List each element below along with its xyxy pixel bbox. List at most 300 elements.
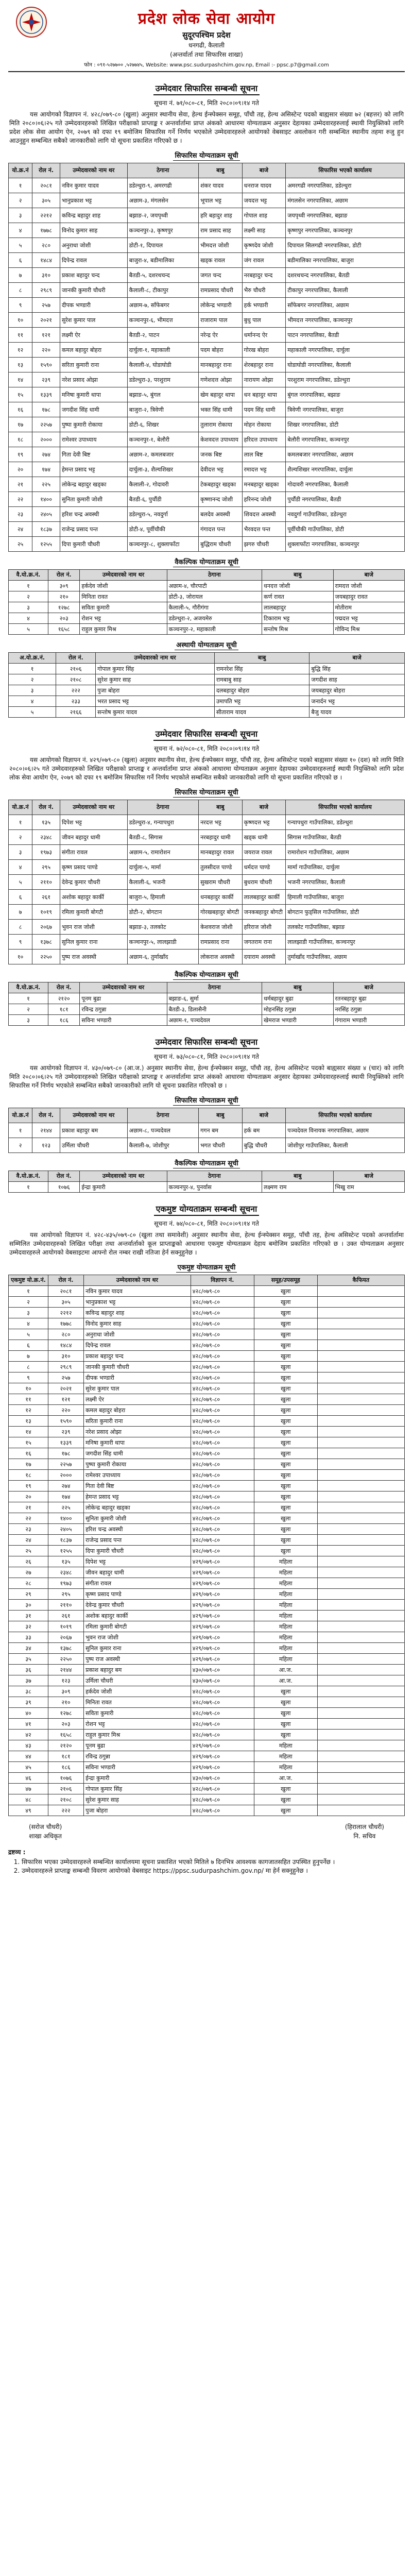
- merit-table: [8, 1171, 405, 1193]
- table-cell: खुला: [254, 1708, 317, 1719]
- table-cell: पाटन नगरपालिका, बैतडी: [286, 328, 405, 343]
- table-cell: बैतडी-५, दशरथचन्द: [127, 268, 198, 283]
- table-cell: सविना भण्डारी: [84, 1762, 191, 1773]
- table-row: [9, 845, 405, 860]
- notice-title: [8, 82, 405, 95]
- table-cell: २१: [9, 1502, 48, 1513]
- table-caption-text: वैकल्पिक योग्यताक्रम सूची: [173, 1158, 240, 1168]
- table-cell: कृष्णदेव जोशी: [242, 238, 286, 253]
- table-cell: २: [9, 674, 56, 685]
- table-cell: रामनरेश सिंह: [214, 664, 309, 674]
- table-cell: भानुप्रकाश भट्ट: [60, 193, 127, 208]
- table-cell: अमरगढी नगरपालिका, डडेल्धुरा: [286, 178, 405, 193]
- table-cell: लक्ष्मण राम: [262, 1182, 333, 1193]
- table-cell: ३०५: [48, 1297, 83, 1308]
- table-cell: १७७८: [48, 1318, 83, 1329]
- table-cell: बुधराम चौधरी: [242, 875, 286, 890]
- table-cell: मिनिता रावत: [84, 1697, 191, 1708]
- table-cell: ३: [9, 602, 48, 613]
- table-cell: जयबहादुर बोहरा: [309, 685, 405, 696]
- table-cell: २१२०: [48, 993, 80, 1004]
- table-cell: बडीमालिका नगरपालिका, बाजुरा: [286, 253, 405, 268]
- table-cell: १४: [9, 1427, 48, 1437]
- table-cell: ४२९/०७९-८०: [191, 1751, 254, 1762]
- table-cell: ४२८/०७९-८०: [191, 1351, 254, 1362]
- table-cell: २: [9, 591, 48, 602]
- table-cell: २०००: [48, 1470, 83, 1481]
- table-cell: गन्यापधुरा गाउँपालिका, डडेल्धुरा: [286, 815, 405, 830]
- table-cell: खुला: [254, 1794, 317, 1805]
- merit-table: [8, 1275, 405, 1816]
- table-cell: [317, 1556, 404, 1567]
- table-header-row: [9, 1275, 405, 1286]
- column-header: एकमुष्ट यो.क्र.नं.: [9, 1275, 48, 1286]
- table-cell: भरत प्रसाद भट्ट: [96, 696, 215, 707]
- table-cell: गिता देवी बिष्ट: [60, 447, 127, 462]
- table-row: [9, 685, 405, 696]
- table-cell: ४: [9, 860, 32, 875]
- table-cell: १५: [9, 387, 32, 402]
- table-cell: १३३९: [32, 387, 60, 402]
- table-cell: ३२: [9, 1621, 48, 1632]
- table-row: [9, 890, 405, 905]
- table-cell: दयाराम अवस्थी: [242, 950, 286, 964]
- table-cell: [317, 1589, 404, 1600]
- table-cell: [317, 1297, 404, 1308]
- table-cell: ३: [9, 845, 32, 860]
- table-cell: भीमदत्त नगरपालिका, कञ्चनपुर: [286, 313, 405, 328]
- table-cell: जयदत्त भट्ट: [242, 193, 286, 208]
- table-cell: १९: [9, 447, 32, 462]
- table-cell: [317, 1318, 404, 1329]
- table-cell: २४: [9, 522, 32, 537]
- table-row: [9, 950, 405, 964]
- column-header: बाबु: [262, 570, 333, 581]
- table-cell: २३९: [48, 1427, 83, 1437]
- table-cell: २२५०: [48, 1654, 83, 1665]
- table-cell: ३७: [9, 1675, 48, 1686]
- notice-number-date: सूचना नं. ७४/०८०-८१, मिति २०८०।०९।१४ गते: [154, 1220, 259, 1227]
- table-cell: हर्कदेव जोशी: [84, 1686, 191, 1697]
- table-row: [9, 1589, 405, 1600]
- table-cell: महाकाली नगरपालिका, दार्चुला: [286, 343, 405, 358]
- column-header: सिफारिस भएको कार्यालय: [286, 800, 405, 815]
- notice-number-date: सूचना नं. ७१/०८०-८१, मिति २०८०।०९।१४ गते: [154, 99, 259, 107]
- table-row: [9, 193, 405, 208]
- table-cell: ४२९/०७९-८०: [191, 1643, 254, 1654]
- table-cell: सुरेश कुमार साह: [84, 1794, 191, 1805]
- table-row: [9, 1383, 405, 1394]
- table-row: [9, 507, 405, 522]
- table-cell: ४: [9, 613, 48, 624]
- table-cell: १९७३: [32, 845, 60, 860]
- table-cell: डोटी-१, दिपायल: [127, 238, 198, 253]
- table-cell: ४२८/०७९-८०: [191, 1524, 254, 1535]
- table-row: [9, 178, 405, 193]
- table-cell: अछाम-४, चौरपाटी: [167, 581, 262, 591]
- table-row: [9, 1719, 405, 1730]
- table-cell: महिला: [254, 1578, 317, 1589]
- table-cell: नरबहादुर धामी: [199, 830, 243, 845]
- table-cell: [317, 1329, 404, 1340]
- table-row: [9, 1308, 405, 1318]
- table-cell: अछाम-७, साँफेबगर: [127, 298, 198, 313]
- table-cell: जनकबहादुर बोगटी: [242, 905, 286, 920]
- table-cell: [317, 1708, 404, 1719]
- table-cell: सीताराम यादव: [214, 707, 309, 718]
- column-header: यो.क्र.नं: [9, 800, 32, 815]
- table-cell: बझाङ-३, तलकोट: [127, 920, 198, 935]
- table-cell: खुला: [254, 1405, 317, 1416]
- table-cell: १२३: [48, 1675, 83, 1686]
- table-row: [9, 1643, 405, 1654]
- table-cell: [317, 1621, 404, 1632]
- table-cell: लोकेन्द्र बहादुर खड्का: [60, 477, 127, 492]
- table-cell: ३९: [9, 1697, 48, 1708]
- table-cell: ९: [9, 1372, 48, 1383]
- table-cell: [317, 1492, 404, 1502]
- table-cell: दिपा कुमारी चौधरी: [84, 1546, 191, 1556]
- table-row: [9, 1730, 405, 1740]
- table-cell: २४०५: [32, 507, 60, 522]
- table-row: [9, 1665, 405, 1675]
- table-cell: ४२८/०७९-८०: [191, 1470, 254, 1481]
- table-cell: दशरथचन्द नगरपालिका, बैतडी: [286, 268, 405, 283]
- table-cell: ४२८/०७९-८०: [191, 1730, 254, 1740]
- table-cell: कमल बहादुर बोहरा: [84, 1405, 191, 1416]
- table-cell: बुद्धिराम चौधरी: [199, 537, 243, 552]
- table-cell: कैलाली-७, जोशीपुर: [127, 1138, 198, 1153]
- table-cell: गोरख बोहरा: [242, 343, 286, 358]
- table-cell: ४: [9, 1318, 48, 1329]
- table-cell: कञ्चनपुर-६, भीमदत्त: [127, 313, 198, 328]
- table-cell: कञ्चनपुर-८, शुक्लाफाँटा: [127, 537, 198, 552]
- table-cell: २५: [9, 537, 32, 552]
- column-header: सिफारिस भएको कार्यालय: [286, 163, 405, 178]
- table-cell: धनबहादुर कार्की: [199, 890, 243, 905]
- table-row: [9, 1492, 405, 1502]
- table-cell: १८: [9, 1470, 48, 1481]
- table-cell: खुला: [254, 1546, 317, 1556]
- table-cell: २११०: [32, 875, 60, 890]
- table-cell: गंगाराम भण्डारी: [333, 1015, 404, 1026]
- table-cell: ३: [9, 208, 32, 223]
- table-cell: २०: [9, 462, 32, 477]
- table-cell: लोकराज अवस्थी: [199, 950, 243, 964]
- merit-table: [8, 800, 405, 964]
- table-cell: १०: [9, 313, 32, 328]
- table-cell: बलदेव अवस्थी: [199, 507, 243, 522]
- column-header: रोल नं.: [48, 1275, 83, 1286]
- table-cell: २४०५: [48, 1524, 83, 1535]
- table-row: [9, 1372, 405, 1383]
- table-row: [9, 522, 405, 537]
- notice-section: [8, 1036, 405, 1193]
- table-cell: १७८: [32, 402, 60, 417]
- table-cell: कैलाली-४, घोडाघोडी: [127, 358, 198, 372]
- table-cell: २: [9, 193, 32, 208]
- table-cell: [317, 1632, 404, 1643]
- table-cell: भिखु राम: [333, 1182, 404, 1193]
- table-cell: १७: [9, 417, 32, 432]
- table-cell: महिला: [254, 1600, 317, 1611]
- table-cell: २५७: [32, 298, 60, 313]
- table-caption: [8, 1095, 405, 1106]
- notice-paragraph: यस आयोगको विज्ञापन नं. ४३०/०७९-८० (आ.ज.) अनुसार स्थानीय सेवा, हेल्थ ईन्स्पेक्सन समूह, पाँचौ तह, हेल्थ असिस्टेन्ट पदको बाह्यसार संख्या ४ (चार) को लागि मिति २०८०।०६।२५ गते उम्मेदवारहरुको लिखित परीक्षाको प्राप्ताङ्क र अन्तर्वार्तामा प्राप्त अंकको आधारमा योग्यताक्रम अनुसार देहायका उम्मेदवारहरुलाई स्थायी नियुक्तिको लागि सिफारिस गर्ने निर्णय भएकोले सम्बन्धित सबैको जानकारीको लागि यो सूचना प्रकाशित गरिएको छ ।: [9, 1064, 404, 1089]
- table-cell: खुला: [254, 1730, 317, 1740]
- table-row: [9, 343, 405, 358]
- table-cell: २२५०: [32, 950, 60, 964]
- table-cell: गंगादत्त पन्त: [199, 522, 243, 537]
- column-header: बाबु: [262, 982, 333, 993]
- table-cell: राहुल कुमार मिश्र: [80, 624, 167, 635]
- table-caption: [8, 557, 405, 567]
- table-row: [9, 1600, 405, 1611]
- table-row: [9, 462, 405, 477]
- table-cell: ५: [9, 1329, 48, 1340]
- table-cell: १७: [9, 1459, 48, 1470]
- table-cell: लाल बिष्ट: [242, 447, 286, 462]
- column-header: बाबु: [214, 653, 309, 664]
- table-cell: १०१९: [32, 905, 60, 920]
- table-cell: ४२: [9, 1730, 48, 1740]
- table-cell: महिला: [254, 1567, 317, 1578]
- table-cell: १९७३: [48, 1578, 83, 1589]
- column-header: अ.यो.क्र.नं.: [9, 653, 56, 664]
- table-cell: ४१: [9, 1719, 48, 1730]
- table-cell: घोडाघोडी नगरपालिका, कैलाली: [286, 358, 405, 372]
- table-cell: पदम सिंह धामी: [242, 402, 286, 417]
- table-cell: ४३०/०७९-८०: [191, 1665, 254, 1675]
- table-cell: मंगलसेन नगरपालिका, अछाम: [286, 193, 405, 208]
- table-cell: १२७८: [48, 602, 80, 613]
- column-header: बाजे: [333, 570, 404, 581]
- table-cell: [317, 1719, 404, 1730]
- table-cell: खुला: [254, 1448, 317, 1459]
- table-cell: सविता कुमारी: [80, 602, 167, 613]
- table-cell: अछाम-६, तुर्माखाँद: [127, 950, 198, 964]
- table-cell: मनिषा कुमारी थापा: [84, 1437, 191, 1448]
- notice-paragraph: यस आयोगको विज्ञापन नं. ४२८-४३५/०७९-८० (खुला तथा समावेशी) अनुसार स्थानीय सेवा, हेल्थ ईन्स्पेक्सन समूह, पाँचौ तह, हेल्थ असिस्टेन्ट पदको अन्तर्वार्तामा सम्मिलित उम्मेदवारहरुको लिखित परीक्षा तथा अन्तर्वार्ताको कूल प्राप्ताङ्कको आधारमा एकमुष्ट योग्यताक्रम देहाय बमोजिम प्रकाशित गरिएको छ । उक्त योग्यताक्रम अनुसार उम्मेदवारहरुले आयोगको वेबसाइटमा आफ्नो रोल नम्बर राखी नतिजा हेर्न सक्नुहुनेछ ।: [9, 1231, 404, 1256]
- table-cell: महिला: [254, 1643, 317, 1654]
- table-cell: २०३: [48, 613, 80, 624]
- table-row: [9, 1611, 405, 1621]
- table-cell: डडेल्धुरा-३, परशुराम: [127, 372, 198, 387]
- table-cell: उर्मिला चौधरी: [60, 1138, 127, 1153]
- table-cell: जनक बिष्ट: [199, 447, 243, 462]
- notice-title: [8, 1036, 405, 1049]
- table-cell: ३०५: [32, 193, 60, 208]
- notice-title-text: उम्मेदवार सिफारिस सम्बन्धी सूचना: [153, 1036, 260, 1049]
- table-cell: २०३: [48, 1719, 83, 1730]
- table-cell: २१६६: [56, 707, 96, 718]
- table-cell: देवेन्द्र कुमार चौधरी: [60, 875, 127, 890]
- table-row: [9, 1297, 405, 1308]
- table-cell: लालबहादुर: [262, 602, 333, 613]
- table-cell: कञ्चनपुर-५, लालझाडी: [127, 935, 198, 950]
- notice-title: [8, 728, 405, 741]
- table-cell: २२: [9, 492, 32, 507]
- table-cell: धर्मदत्त पाण्डे: [242, 860, 286, 875]
- table-cell: [317, 1654, 404, 1665]
- table-row: [9, 696, 405, 707]
- table-cell: ७: [9, 1351, 48, 1362]
- table-row: [9, 417, 405, 432]
- table-row: [9, 253, 405, 268]
- table-cell: [317, 1405, 404, 1416]
- table-cell: [317, 1372, 404, 1383]
- table-cell: कैलाली-६, भजनी: [127, 875, 198, 890]
- table-cell: खेमराज भण्डारी: [262, 1015, 333, 1026]
- table-cell: परशुराम नगरपालिका, डडेल्धुरा: [286, 372, 405, 387]
- table-cell: मोतीराम: [333, 602, 404, 613]
- table-row: [9, 1675, 405, 1686]
- table-cell: २५७: [48, 1372, 83, 1383]
- column-header: बाबु: [262, 1171, 333, 1182]
- table-cell: शिवदत्त अवस्थी: [242, 507, 286, 522]
- table-cell: लोकेन्द्र बहादुर खड्का: [84, 1502, 191, 1513]
- column-header: बाजे: [333, 982, 404, 993]
- nepal-emblem-icon: [15, 6, 47, 38]
- table-cell: ४२९/०७९-८०: [191, 1589, 254, 1600]
- table-cell: १६: [9, 1448, 48, 1459]
- table-cell: सुरेश कुमार साह: [96, 674, 215, 685]
- table-header-row: [9, 982, 405, 993]
- table-cell: रतनबहादुर बुढा: [333, 993, 404, 1004]
- table-cell: लक्ष्मी साह: [242, 223, 286, 238]
- table-row: [9, 920, 405, 935]
- table-cell: १६५८: [48, 1730, 83, 1740]
- table-cell: ८: [9, 920, 32, 935]
- table-cell: १२१: [48, 1394, 83, 1405]
- table-cell: ३: [9, 1015, 48, 1026]
- table-cell: १७८: [48, 1448, 83, 1459]
- merit-table: [8, 1108, 405, 1153]
- table-cell: [317, 1351, 404, 1362]
- table-cell: ३३: [9, 1632, 48, 1643]
- table-cell: २२५: [48, 1502, 83, 1513]
- table-header-row: [9, 1171, 405, 1182]
- table-cell: कविन्द्र बहादुर शाह: [84, 1308, 191, 1318]
- table-cell: गोपाल कुमार सिंह: [84, 1784, 191, 1794]
- table-cell: ४२८/०७९-८०: [191, 1362, 254, 1372]
- table-cell: खुला: [254, 1697, 317, 1708]
- table-cell: गोदावरी नगरपालिका, कैलाली: [286, 477, 405, 492]
- table-cell: लालबहादुर कार्की: [242, 890, 286, 905]
- table-cell: २३: [9, 1524, 48, 1535]
- column-header: वै.यो.क्र.नं.: [9, 982, 48, 993]
- table-cell: रमिला कुमारी बोगटी: [84, 1621, 191, 1632]
- table-cell: बैतडी-३, डिलासैनी: [167, 1004, 262, 1015]
- table-row: [9, 372, 405, 387]
- table-cell: खुला: [254, 1286, 317, 1297]
- table-cell: ४२८/०७९-८०: [191, 1329, 254, 1340]
- table-cell: २२२: [48, 1805, 83, 1816]
- table-cell: बुधु पाल: [242, 313, 286, 328]
- table-cell: मनबहादुर खड्का: [242, 477, 286, 492]
- notice-section: [8, 1203, 405, 1816]
- table-cell: रामप्रसाद राना: [199, 935, 243, 950]
- table-cell: तुर्माखाँद गाउँपालिका, अछाम: [286, 950, 405, 964]
- table-row: [9, 591, 405, 602]
- table-cell: ४२८/०७९-८०: [191, 1394, 254, 1405]
- column-header: उम्मेदवारको नाम थर: [80, 982, 167, 993]
- table-caption-text: सिफारिस योग्यताक्रम सूची: [173, 787, 239, 798]
- table-cell: ४२९/०७९-८०: [191, 1654, 254, 1665]
- table-cell: [317, 1394, 404, 1405]
- table-cell: नविन कुमार यादव: [60, 178, 127, 193]
- table-cell: १४८४: [32, 253, 60, 268]
- table-cell: ५: [9, 238, 32, 253]
- table-cell: सुखराम चौधरी: [199, 875, 243, 890]
- table-cell: २२२: [56, 685, 96, 696]
- notice-page: [4, 0, 409, 1880]
- table-cell: लोकेन्द्र भण्डारी: [199, 298, 243, 313]
- table-cell: भैरु चौधरी: [242, 283, 286, 298]
- table-cell: अछाम-२, कमलबजार: [127, 447, 198, 462]
- table-cell: गोपाल कुमार सिंह: [96, 664, 215, 674]
- table-cell: [317, 1730, 404, 1740]
- table-cell: १५९०: [32, 358, 60, 372]
- table-cell: ४२८/०७९-८०: [191, 1546, 254, 1556]
- table-cell: १३: [9, 358, 32, 372]
- table-cell: २८०: [48, 1329, 83, 1340]
- table-cell: [317, 1675, 404, 1686]
- table-cell: १५९०: [48, 1416, 83, 1427]
- signatory-right-title: नि. सचिव: [353, 1833, 376, 1840]
- table-cell: बुद्धि चौधरी: [242, 1138, 286, 1153]
- table-cell: [317, 1546, 404, 1556]
- column-header: बाजे: [242, 163, 286, 178]
- table-row: [9, 1362, 405, 1372]
- table-row: [9, 1286, 405, 1297]
- table-caption-text: सिफारिस योग्यताक्रम सूची: [173, 1095, 239, 1106]
- table-cell: सुनिल कुमार राना: [84, 1643, 191, 1654]
- table-cell: १०७६: [48, 1773, 83, 1784]
- table-cell: ४२८/०७९-८०: [191, 1513, 254, 1524]
- table-cell: [317, 1427, 404, 1437]
- table-row: [9, 1621, 405, 1632]
- table-cell: कैलाली-५, गौरीगंगा: [167, 602, 262, 613]
- column-header: रोल नं.: [32, 1108, 60, 1123]
- table-cell: जगदीश साह: [309, 674, 405, 685]
- table-cell: खुला: [254, 1372, 317, 1383]
- table-cell: तुलसीदत्त पाण्डे: [199, 860, 243, 875]
- table-cell: पूनम बुढा: [84, 1740, 191, 1751]
- table-cell: बाजुरा-४, बडीमालिका: [127, 253, 198, 268]
- table-cell: बोगटान फुड्सिल गाउँपालिका, डोटी: [286, 905, 405, 920]
- table-cell: २१०: [48, 1697, 83, 1708]
- table-cell: [317, 1308, 404, 1318]
- notes-list: [8, 1858, 405, 1875]
- column-header: बाबु: [199, 800, 243, 815]
- column-header: वै.यो.क्र.नं.: [9, 570, 48, 581]
- column-header: उम्मेदवारको नाम थर: [84, 1275, 191, 1286]
- table-cell: २९: [9, 1589, 48, 1600]
- table-cell: पुजा बोहरा: [84, 1805, 191, 1816]
- table-cell: ९: [9, 935, 32, 950]
- table-cell: कृष्णदत्त भट्ट: [242, 815, 286, 830]
- table-cell: दीपक भण्डारी: [60, 298, 127, 313]
- table-cell: साँफेबगर नगरपालिका, अछाम: [286, 298, 405, 313]
- table-cell: गोरखबहादुर बोगटी: [199, 905, 243, 920]
- table-cell: रामेश्वर उपाध्याय: [84, 1470, 191, 1481]
- signature-block: [8, 1822, 405, 1841]
- column-header: उम्मेदवारको नाम थर: [80, 570, 167, 581]
- table-cell: खेम बहादुर थापा: [199, 387, 243, 402]
- table-row: [9, 1654, 405, 1665]
- table-row: [9, 1481, 405, 1492]
